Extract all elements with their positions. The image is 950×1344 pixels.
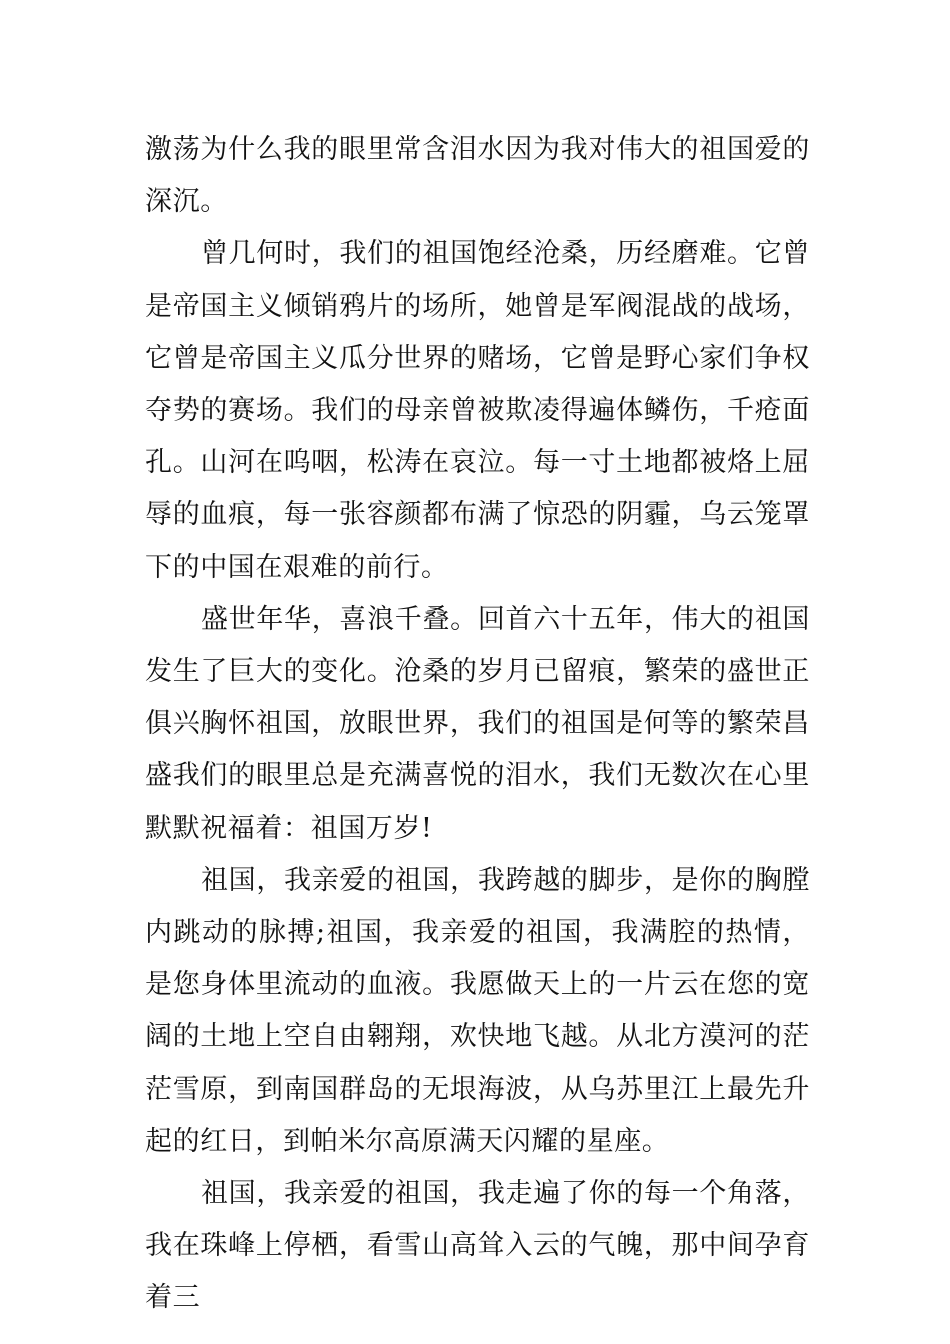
paragraph-2: 曾几何时，我们的祖国饱经沧桑，历经磨难。它曾是帝国主义倾销鸦片的场所，她曾是军阀混战的战场，它曾是帝国主义瓜分世界的赌场，它曾是野心家们争权夺势的赛场。我们的母亲曾被欺凌得遍体鳞伤，千疮面孔。山河在呜咽，松涛在哀泣。每一寸土地都被烙上屈辱的血痕，每一张容颜都布满了惊恐的阴霾，乌云笼罩下的中国在艰难的前行。: [145, 238, 810, 583]
paragraph-5: 祖国，我亲爱的祖国，我走遍了你的每一个角落，我在珠峰上停栖，看雪山高耸入云的气魄，那中间孕育着三: [145, 1178, 810, 1314]
paragraph-4: 祖国，我亲爱的祖国，我跨越的脚步，是你的胸膛内跳动的脉搏;祖国，我亲爱的祖国，我满腔的热情，是您身体里流动的血液。我愿做天上的一片云在您的宽阔的土地上空自由翱翔，欢快地飞越。从北方漠河的茫茫雪原，到南国群岛的无垠海波，从乌苏里江上最先升起的红日，到帕米尔高原满天闪耀的星座。: [145, 864, 810, 1157]
paragraph-3: 盛世年华，喜浪千叠。回首六十五年，伟大的祖国发生了巨大的变化。沧桑的岁月已留痕，繁荣的盛世正俱兴胸怀祖国，放眼世界，我们的祖国是何等的繁荣昌盛我们的眼里总是充满喜悦的泪水，我们无数次在心里默默祝福着：祖国万岁!: [145, 603, 810, 844]
paragraph-1: 激荡为什么我的眼里常含泪水因为我对伟大的祖国爱的深沉。: [145, 134, 810, 218]
document-body: [145, 124, 810, 1325]
